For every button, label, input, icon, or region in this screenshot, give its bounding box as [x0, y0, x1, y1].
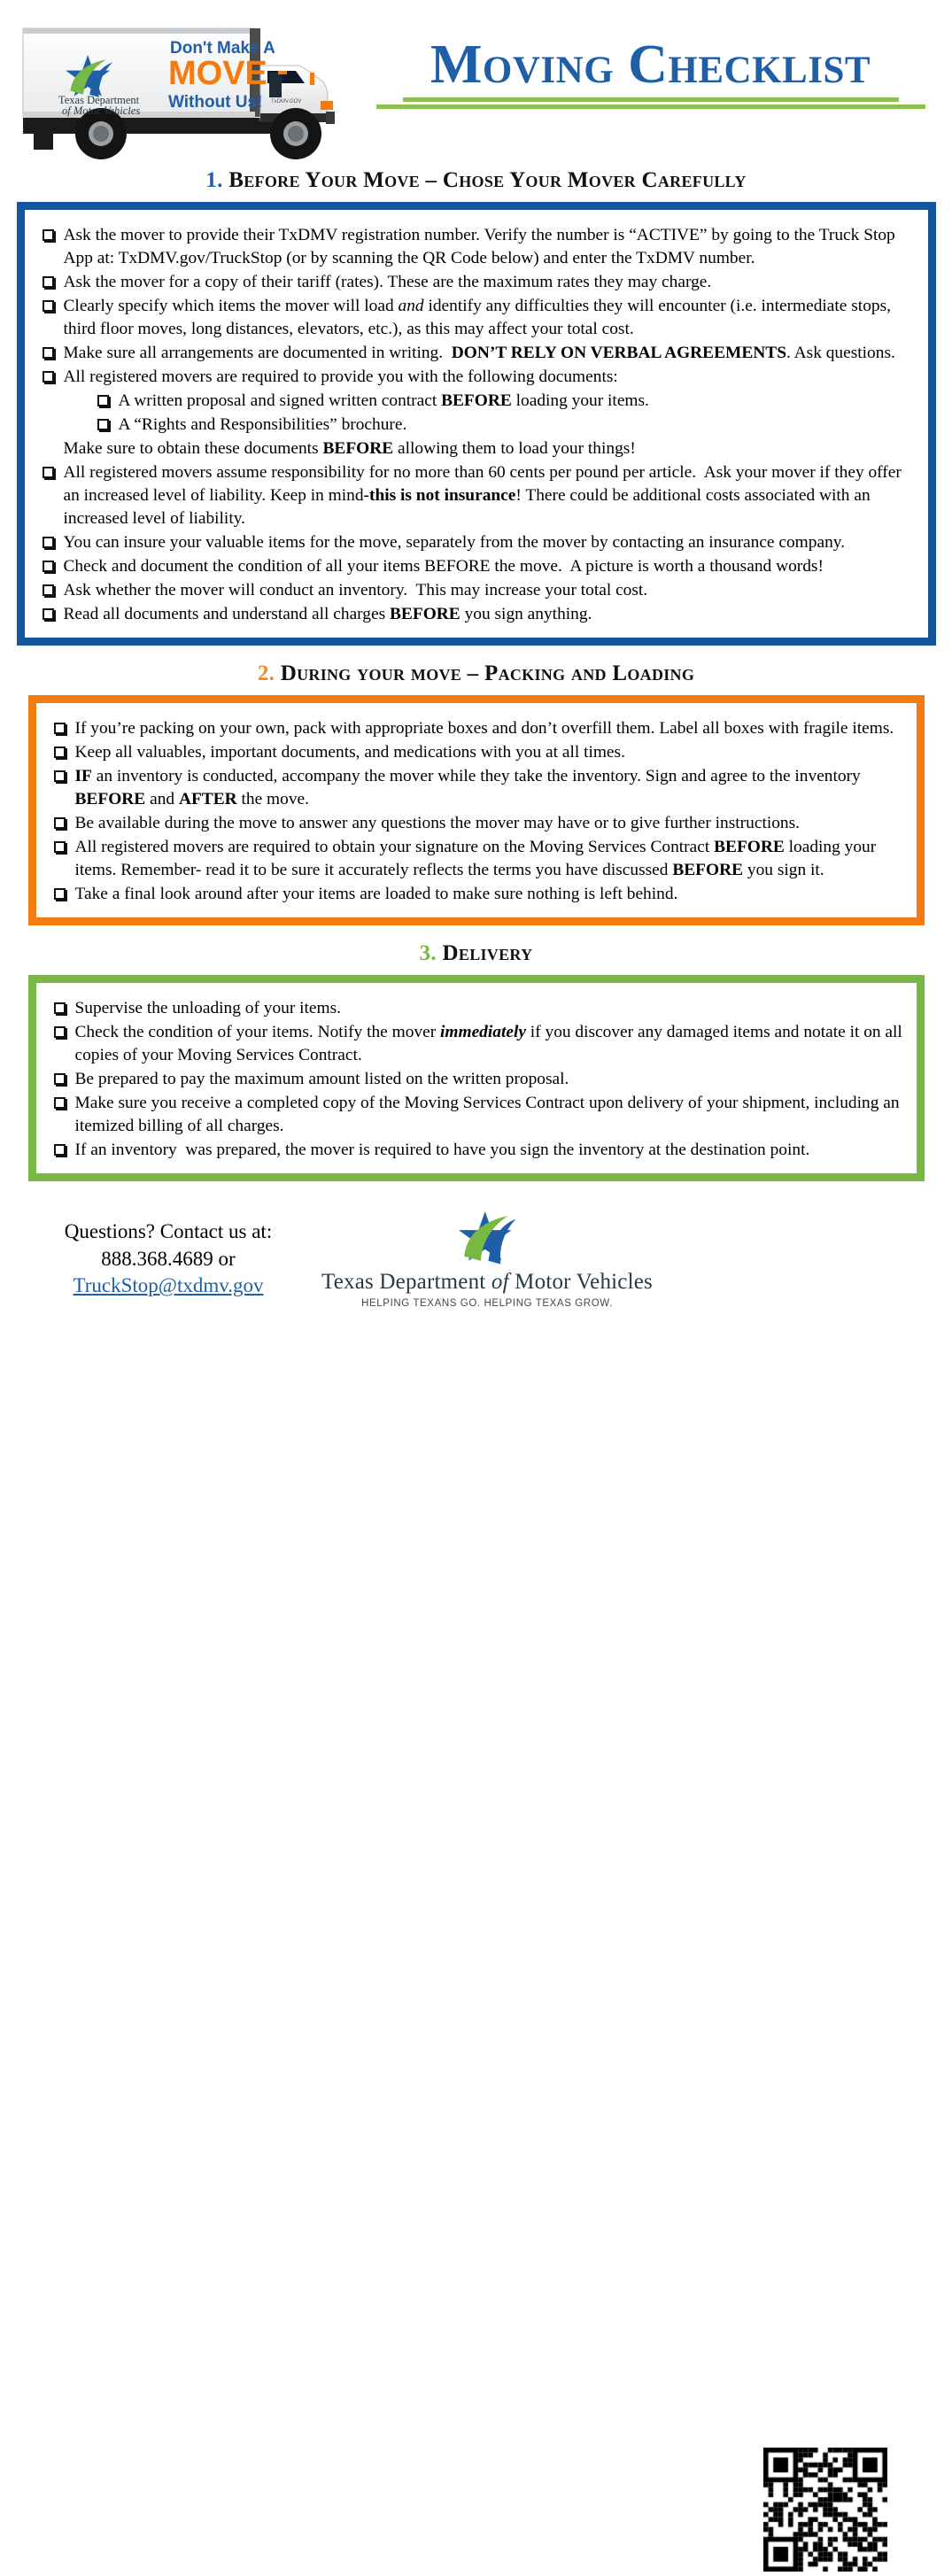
- checklist-item[interactable]: [92, 414, 916, 437]
- checklist-item-text: IF an inventory is conducted, accompany the mover while they take the inventory. Sign and agree to the inventory BEFORE and AFTER the move.: [74, 767, 861, 808]
- checklist-item-text: If you’re packing on your own, pack with appropriate boxes and don’t overfill them. Label all boxes with fragile items.: [74, 719, 894, 738]
- checklist-item[interactable]: [49, 765, 904, 811]
- checkbox-icon[interactable]: [43, 537, 54, 548]
- qr-code[interactable]: [763, 2448, 887, 2576]
- truck-logo-line2: of Motor Vehicles: [62, 104, 141, 117]
- checklist-item-text: All registered movers are required to provide you with the following documents:: [63, 367, 618, 386]
- qr-code-canvas[interactable]: [763, 2448, 887, 2572]
- contact-block: [35, 1218, 301, 1300]
- section-3-heading: [0, 941, 952, 966]
- checkbox-icon[interactable]: [43, 371, 54, 383]
- checklist-item[interactable]: [49, 812, 904, 835]
- page-footer: [0, 1197, 952, 1339]
- section-3-box: [28, 975, 925, 1181]
- checklist-item[interactable]: [37, 555, 916, 578]
- checkbox-icon[interactable]: [43, 561, 54, 572]
- title-rule-lower: [376, 104, 925, 109]
- checkbox-icon[interactable]: [43, 608, 54, 620]
- section-3-number: 3.: [419, 941, 437, 965]
- checkbox-icon[interactable]: [54, 1026, 66, 1038]
- contact-question: Questions? Contact us at:: [64, 1220, 273, 1242]
- checklist-item[interactable]: [37, 579, 916, 602]
- checkbox-icon[interactable]: [54, 770, 66, 782]
- checklist-item[interactable]: [49, 997, 904, 1020]
- checklist-item-text: A written proposal and signed written contract BEFORE loading your items.: [118, 391, 649, 410]
- checklist-item-text: Ask whether the mover will conduct an inventory. This may increase your total cost.: [63, 581, 648, 600]
- checkbox-icon[interactable]: [97, 419, 109, 430]
- checkbox-icon[interactable]: [54, 723, 66, 734]
- checklist-item[interactable]: [37, 531, 916, 554]
- checklist-item-text: Take a final look around after your items are loaded to make sure nothing is left behind.: [74, 885, 678, 903]
- section-1-heading: [0, 168, 952, 193]
- checkbox-icon[interactable]: [43, 467, 54, 478]
- checklist-item-text: Clearly specify which items the mover will load and identify any difficulties they will encounter (i.e. intermediate stops, third floor moves, long distances, elevators, etc.), as this may affect your total cost.: [63, 297, 891, 338]
- checkbox-icon[interactable]: [54, 1097, 66, 1109]
- checklist-item-text: Supervise the unloading of your items.: [74, 999, 342, 1017]
- banner-line3: Without Us!: [168, 93, 263, 112]
- section-1-number: 1.: [205, 168, 223, 192]
- section-1-list: [37, 224, 916, 626]
- section-2-heading: [0, 661, 952, 686]
- contact-phone: 888.368.4689 or: [101, 1247, 236, 1270]
- checklist-item-text: Keep all valuables, important documents, and medications with you at all times.: [74, 743, 625, 762]
- checklist-item[interactable]: [49, 836, 904, 882]
- logo-name-part2: Motor Vehicles: [508, 1270, 653, 1294]
- checklist-item-text: Ask the mover for a copy of their tariff (rates). These are the maximum rates they may charge.: [63, 273, 712, 291]
- checklist-item[interactable]: [49, 1021, 904, 1067]
- section-2-number: 2.: [257, 661, 275, 685]
- moving-truck-illustration: [16, 16, 361, 163]
- checklist-item-text: Be prepared to pay the maximum amount listed on the written proposal.: [74, 1070, 569, 1088]
- checklist-item-text: A “Rights and Responsibilities” brochure.: [118, 415, 407, 434]
- section-3-title: Delivery: [442, 941, 533, 965]
- section-1-title: Before Your Move – Chose Your Mover Carefully: [228, 168, 747, 192]
- checklist-item-text: You can insure your valuable items for the move, separately from the mover by contacting an insurance company.: [63, 533, 846, 552]
- page-header: [0, 0, 952, 168]
- checkbox-icon[interactable]: [54, 888, 66, 900]
- title-rule-upper: [403, 97, 899, 102]
- checklist-item[interactable]: [37, 271, 916, 294]
- checkbox-icon[interactable]: [43, 229, 54, 241]
- checklist-item[interactable]: [49, 1092, 904, 1138]
- section-2-list: [49, 717, 904, 906]
- checkbox-icon[interactable]: [54, 1073, 66, 1085]
- checkbox-icon[interactable]: [97, 395, 109, 406]
- checklist-item[interactable]: [37, 295, 916, 341]
- checkbox-icon[interactable]: [54, 841, 66, 853]
- txdmv-logo-name: [319, 1270, 655, 1295]
- logo-name-of: of: [491, 1270, 509, 1294]
- title-block: [365, 37, 936, 109]
- contact-email-link[interactable]: TruckStop@txdmv.gov: [73, 1274, 264, 1297]
- checklist-item[interactable]: [49, 1139, 904, 1162]
- checklist-item-text: Ask the mover to provide their TxDMV registration number. Verify the number is “ACTIVE” by going to the Truck Stop App at: TxDMV.gov/TruckStop (or by scanning the QR Code below) and enter the TxDMV number.: [63, 226, 895, 267]
- checklist-item-text: Read all documents and understand all charges BEFORE you sign anything.: [63, 605, 592, 623]
- checkbox-icon[interactable]: [54, 817, 66, 829]
- banner-line2: MOVE: [168, 55, 267, 92]
- txdmv-star-icon: [430, 1210, 545, 1268]
- page-title: Moving Checklist: [430, 35, 871, 95]
- checkbox-icon[interactable]: [54, 1002, 66, 1014]
- list-note: Make sure to obtain these documents BEFORE allowing them to load your things!: [63, 439, 636, 458]
- checklist-item[interactable]: [37, 366, 916, 389]
- section-3-list: [49, 997, 904, 1162]
- checkbox-icon[interactable]: [43, 584, 54, 596]
- checklist-item-text: Be available during the move to answer any questions the mover may have or to give further instructions.: [74, 814, 800, 832]
- banner-line1: Don't Make A: [170, 39, 275, 58]
- logo-name-part1: Texas Department: [321, 1270, 491, 1294]
- checklist-item[interactable]: [37, 224, 916, 270]
- txdmv-tagline: HELPING TEXANS GO. HELPING TEXAS GROW.: [361, 1298, 613, 1309]
- checkbox-icon[interactable]: [54, 746, 66, 758]
- checkbox-icon[interactable]: [43, 276, 54, 288]
- truck-logo-line1: Texas Department: [58, 94, 140, 106]
- txdmv-logo: [319, 1210, 655, 1309]
- checklist-item[interactable]: [49, 1068, 904, 1091]
- checklist-item[interactable]: [49, 717, 904, 740]
- checkbox-icon[interactable]: [43, 347, 54, 359]
- checklist-item-text: Make sure you receive a completed copy of the Moving Services Contract upon delivery of your shipment, including an itemized billing of all charges.: [74, 1094, 900, 1135]
- checklist-item-text: If an inventory was prepared, the mover is required to have you sign the inventory at the destination point.: [74, 1141, 810, 1159]
- section-2-title: During your move – Packing and Loading: [280, 661, 695, 685]
- checklist-item[interactable]: [37, 603, 916, 626]
- checklist-item-text: Make sure all arrangements are documented in writing. DON’T RELY ON VERBAL AGREEMENTS. Ask questions.: [63, 344, 895, 362]
- checkbox-icon[interactable]: [43, 300, 54, 312]
- checklist-item[interactable]: [37, 342, 916, 365]
- checkbox-icon[interactable]: [54, 1144, 66, 1156]
- checklist-item[interactable]: [49, 883, 904, 906]
- checklist-item[interactable]: [49, 741, 904, 764]
- cab-text: TxDMV.GOV: [271, 99, 302, 104]
- checklist-item[interactable]: [92, 390, 916, 413]
- checklist-item-text: All registered movers are required to obtain your signature on the Moving Services Contract BEFORE loading your items. Remember- read it to be sure it accurately reflects the terms you have discussed BEFORE you sign it.: [74, 838, 877, 879]
- checklist-item[interactable]: [37, 461, 916, 530]
- checklist-item-text: Check and document the condition of all your items BEFORE the move. A picture is worth a thousand words!: [63, 557, 824, 576]
- section-1-box: [17, 202, 936, 646]
- checklist-item-text: Check the condition of your items. Notify the mover immediately if you discover any damaged items and notate it on all copies of your Moving Services Contract.: [74, 1023, 902, 1064]
- checklist-item-text: All registered movers assume responsibility for no more than 60 cents per pound per article. Ask your mover if they offer an increased level of liability. Keep in mind-this is not insurance! There could be additional costs associated with an increased level of liability.: [63, 463, 902, 528]
- section-2-box: [28, 695, 925, 925]
